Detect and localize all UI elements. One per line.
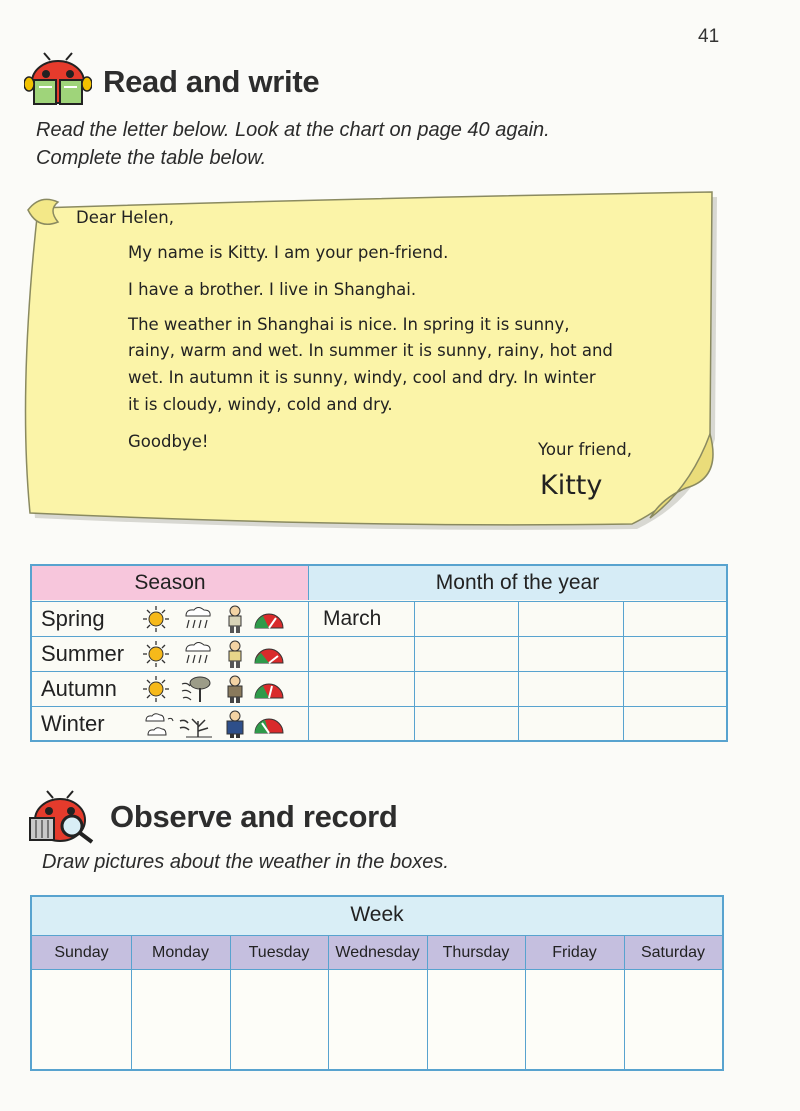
month-cell[interactable] bbox=[308, 636, 414, 671]
drawing-box-wednesday[interactable] bbox=[328, 969, 427, 1069]
drawing-box-monday[interactable] bbox=[131, 969, 230, 1069]
thermometer-icon bbox=[255, 614, 283, 628]
day-header: Friday bbox=[525, 935, 624, 969]
sun-icon bbox=[143, 641, 169, 667]
drawing-box-saturday[interactable] bbox=[624, 969, 722, 1069]
season-label: Spring bbox=[41, 606, 105, 631]
month-cell[interactable] bbox=[623, 671, 726, 706]
column-divider bbox=[624, 935, 625, 1069]
letter-greeting: Dear Helen, bbox=[76, 208, 174, 227]
month-cell[interactable] bbox=[414, 706, 518, 741]
season-header: Season bbox=[32, 566, 308, 600]
day-header: Monday bbox=[131, 935, 230, 969]
drawing-box-sunday[interactable] bbox=[32, 969, 131, 1069]
letter-line: The weather in Shanghai is nice. In spring it is sunny, bbox=[128, 315, 570, 334]
letter-signature: Kitty bbox=[540, 470, 603, 501]
month-cell[interactable] bbox=[414, 601, 518, 636]
season-label: Winter bbox=[41, 711, 105, 736]
month-cell[interactable] bbox=[518, 706, 623, 741]
observing-ladybug-icon bbox=[26, 790, 98, 851]
letter-signoff: Your friend, bbox=[538, 440, 632, 459]
day-header: Wednesday bbox=[328, 935, 427, 969]
sun-icon bbox=[143, 606, 169, 632]
month-cell[interactable]: March bbox=[308, 601, 414, 636]
month-cell[interactable] bbox=[623, 601, 726, 636]
letter-closing: Goodbye! bbox=[128, 432, 209, 451]
month-cell[interactable] bbox=[518, 636, 623, 671]
wind-icon bbox=[182, 677, 210, 702]
season-row-summer bbox=[32, 636, 308, 671]
read-write-instruction-2: Complete the table below. bbox=[36, 147, 267, 169]
week-table bbox=[30, 895, 724, 1071]
light-clothes-icon bbox=[229, 641, 241, 668]
letter-line: My name is Kitty. I am your pen-friend. bbox=[128, 243, 449, 262]
drawing-box-thursday[interactable] bbox=[427, 969, 525, 1069]
coat-icon bbox=[227, 711, 243, 738]
month-cell[interactable] bbox=[308, 706, 414, 741]
day-header: Saturday bbox=[624, 935, 722, 969]
letter-line: I have a brother. I live in Shanghai. bbox=[128, 280, 417, 299]
letter-line: it is cloudy, windy, cold and dry. bbox=[128, 395, 393, 414]
month-cell[interactable] bbox=[623, 706, 726, 741]
month-cell[interactable] bbox=[414, 671, 518, 706]
rain-icon bbox=[186, 643, 210, 664]
column-divider bbox=[427, 935, 428, 1069]
drawing-box-friday[interactable] bbox=[525, 969, 624, 1069]
month-cell[interactable] bbox=[623, 636, 726, 671]
wind-icon bbox=[180, 719, 212, 737]
week-title: Week bbox=[32, 897, 722, 935]
day-header: Thursday bbox=[427, 935, 525, 969]
day-header: Sunday bbox=[32, 935, 131, 969]
cloud-icon bbox=[146, 714, 173, 735]
column-divider bbox=[230, 935, 231, 1069]
reading-ladybug-icon bbox=[24, 52, 92, 113]
sun-icon bbox=[143, 676, 169, 702]
season-row-autumn bbox=[32, 671, 308, 706]
month-cell[interactable] bbox=[518, 601, 623, 636]
column-divider bbox=[328, 935, 329, 1069]
month-cell[interactable] bbox=[518, 671, 623, 706]
season-label: Summer bbox=[41, 641, 125, 666]
month-cell[interactable] bbox=[414, 636, 518, 671]
season-label: Autumn bbox=[41, 676, 117, 701]
thermometer-icon bbox=[255, 684, 283, 698]
light-clothes-icon bbox=[229, 606, 241, 633]
column-divider bbox=[131, 935, 132, 1069]
month-cell[interactable] bbox=[308, 671, 414, 706]
drawing-box-tuesday[interactable] bbox=[230, 969, 328, 1069]
season-row-winter bbox=[32, 706, 308, 741]
column-divider bbox=[525, 935, 526, 1069]
month-header: Month of the year bbox=[308, 566, 726, 600]
observe-record-instruction: Draw pictures about the weather in the boxes. bbox=[42, 851, 449, 873]
thermometer-icon bbox=[255, 719, 283, 733]
letter-line: rainy, warm and wet. In summer it is sunny, rainy, hot and bbox=[128, 341, 613, 360]
season-row-spring bbox=[32, 601, 308, 636]
jacket-icon bbox=[228, 676, 242, 703]
day-header: Tuesday bbox=[230, 935, 328, 969]
thermometer-icon bbox=[255, 649, 283, 663]
page-number: 41 bbox=[698, 26, 720, 47]
observe-and-record-heading: Observe and record bbox=[110, 799, 398, 834]
rain-icon bbox=[186, 608, 210, 629]
letter-line: wet. In autumn it is sunny, windy, cool and dry. In winter bbox=[128, 368, 596, 387]
season-table bbox=[30, 564, 728, 742]
read-and-write-heading: Read and write bbox=[103, 64, 320, 99]
read-write-instruction-1: Read the letter below. Look at the chart on page 40 again. bbox=[36, 119, 550, 141]
